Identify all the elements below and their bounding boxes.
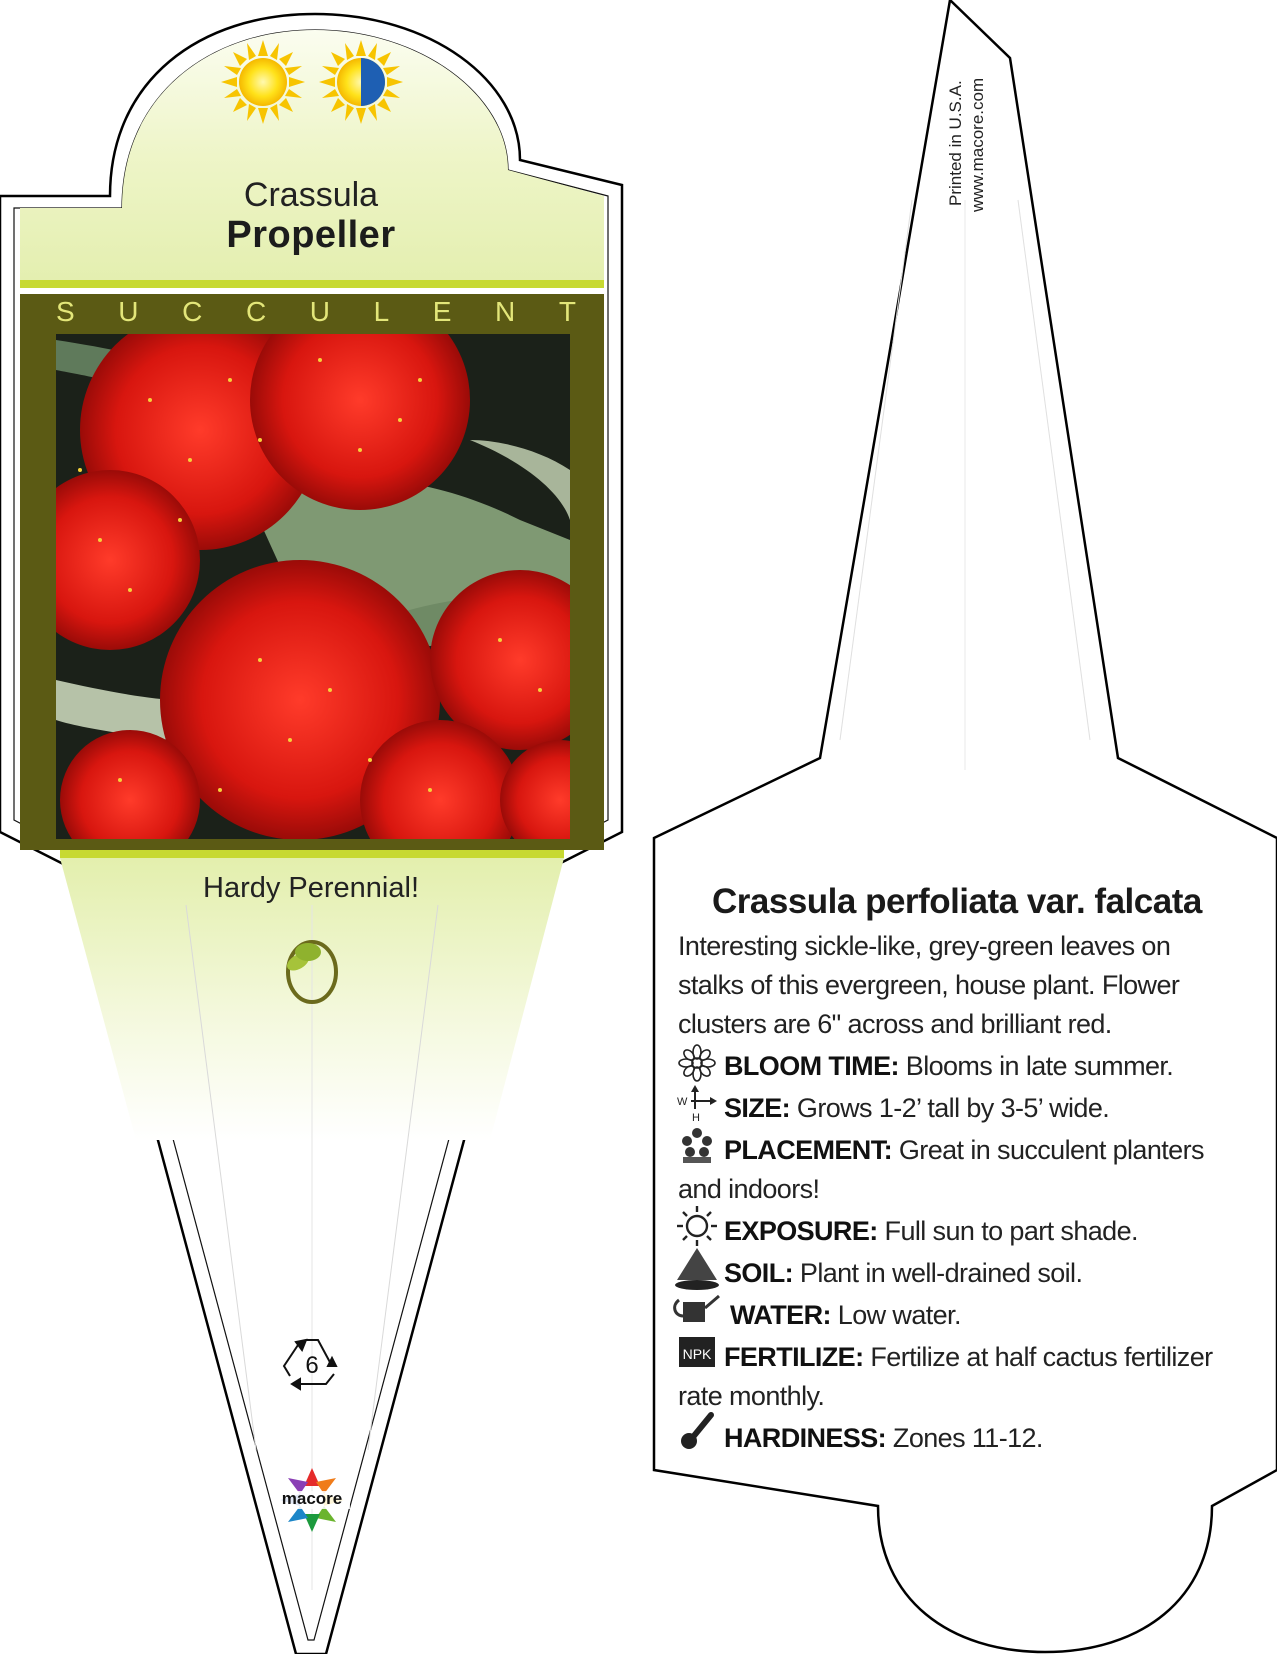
attr-fertilize: [678, 1338, 1238, 1416]
category-letter: T: [558, 296, 576, 327]
category-letter: U: [118, 296, 139, 327]
attr-placement: [678, 1131, 1238, 1209]
attr-bloom-time: [678, 1047, 1238, 1086]
attr-label: PLACEMENT:: [724, 1135, 892, 1165]
attr-label: EXPOSURE:: [724, 1216, 878, 1246]
attr-label: FERTILIZE:: [724, 1342, 864, 1372]
accent-line-top: [20, 280, 604, 288]
attr-water: [678, 1296, 1238, 1335]
scientific-name: Crassula perfoliata var. falcata: [712, 882, 1202, 921]
full-sun-icon: [221, 40, 305, 124]
printed-in-label: Printed in U.S.A.: [946, 80, 965, 206]
svg-text:NPK: NPK: [682, 1346, 712, 1362]
attr-text: Plant in well-drained soil.: [799, 1258, 1083, 1288]
category-label: [56, 296, 576, 328]
category-letter: C: [182, 296, 203, 327]
attr-text: Zones 11-12.: [892, 1423, 1043, 1453]
attr-label: WATER:: [730, 1300, 831, 1330]
accent-line-bottom: [60, 850, 564, 858]
attr-label: BLOOM TIME:: [724, 1051, 899, 1081]
attr-label: HARDINESS:: [724, 1423, 887, 1453]
svg-text:W: W: [677, 1096, 688, 1108]
recycle-number: 6: [305, 1352, 319, 1379]
attr-soil: [678, 1254, 1238, 1293]
attr-label: SOIL:: [724, 1258, 793, 1288]
attr-text: Full sun to part shade.: [884, 1216, 1138, 1246]
attr-text: Fertilize at half cactus fertilizer rate monthly.: [678, 1342, 1213, 1411]
tagline: Hardy Perennial!: [203, 872, 419, 904]
description: Interesting sickle-like, grey-green leaves on stalks of this evergreen, house plant. Flower clusters are 6" across and brilliant red.: [678, 931, 1180, 1039]
attr-text: Grows 1-2’ tall by 3-5’ wide.: [796, 1093, 1110, 1123]
category-letter: S: [56, 296, 75, 327]
category-letter: E: [432, 296, 452, 327]
attr-text: Blooms in late summer.: [905, 1051, 1174, 1081]
category-letter: L: [373, 296, 390, 327]
attr-size: [678, 1089, 1238, 1128]
attr-text: Great in succulent planters and indoors!: [678, 1135, 1204, 1204]
variety-name: Propeller: [226, 214, 396, 256]
common-name: Crassula: [243, 176, 379, 214]
category-letter: U: [309, 296, 330, 327]
part-shade-icon: [319, 40, 403, 124]
care-info: [678, 884, 1238, 1458]
website-label: www.macore.com: [968, 77, 987, 212]
attr-label: SIZE:: [724, 1093, 791, 1123]
plant-photo: [20, 290, 620, 880]
attr-exposure: [678, 1212, 1238, 1251]
category-letter: N: [495, 296, 516, 327]
svg-text:H: H: [692, 1112, 700, 1124]
attr-hardiness: [678, 1419, 1238, 1458]
brand-name: macore: [281, 1489, 343, 1508]
attr-text: Low water.: [837, 1300, 961, 1330]
category-letter: C: [245, 296, 267, 327]
